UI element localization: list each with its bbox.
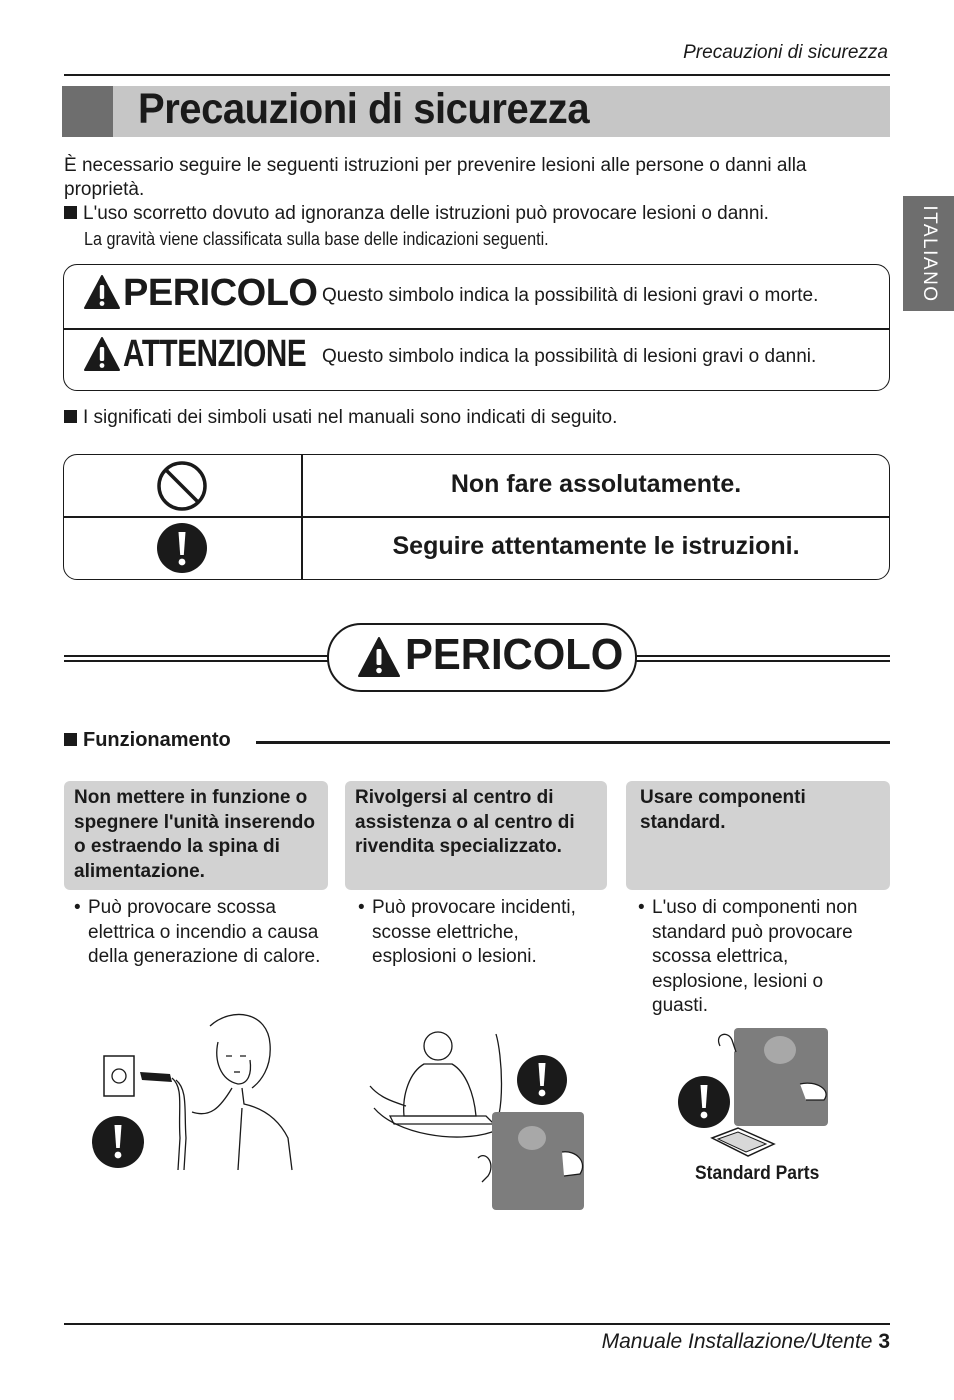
- level-label-pericolo: PERICOLO: [123, 272, 318, 314]
- note-misuse: [64, 203, 769, 225]
- mandatory-exclamation-icon: [156, 522, 208, 574]
- symbols-table-row-divider: [64, 516, 889, 518]
- illustration-service-center: [366, 1024, 596, 1214]
- section-title-text: Funzionamento: [83, 729, 231, 751]
- footer-rule: [64, 1323, 890, 1325]
- card-bullet-2: • Può provocare incidenti, scosse elettriche, esplosioni o lesioni.: [358, 896, 603, 970]
- footer: [602, 1330, 890, 1354]
- symbol-meaning-mandatory: Seguire attentamente le istruzioni.: [392, 532, 800, 560]
- card-bullet-3: • L'uso di componenti non standard può provocare scossa elettrica, esplosione, lesioni o guasti.: [638, 896, 883, 1019]
- square-bullet-icon: [64, 410, 77, 423]
- card-bullet-3-text: L'uso di componenti non standard può provocare scossa elettrica, esplosione, lesioni o guasti.: [652, 897, 858, 1016]
- page-number: 3: [878, 1330, 890, 1353]
- intro-paragraph: È necessario seguire le seguenti istruzioni per prevenire lesioni alle persone o danni alla proprietà.: [64, 155, 807, 200]
- warning-triangle-icon: [83, 274, 121, 310]
- square-bullet-icon: [64, 206, 77, 219]
- prohibition-icon: [156, 460, 208, 512]
- card-heading-1: Non mettere in funzione o spegnere l'unità inserendo o estraendo la spina di alimentazione.: [64, 781, 328, 890]
- hazard-levels-divider: [64, 328, 889, 330]
- note-misuse-text: L'uso scorretto dovuto ad ignoranza delle istruzioni può provocare lesioni o danni.: [83, 203, 769, 224]
- card-heading-2: Rivolgersi al centro di assistenza o al centro di rivendita specializzato.: [345, 781, 607, 890]
- running-header: Precauzioni di sicurezza: [683, 42, 888, 63]
- language-tab: [903, 196, 954, 311]
- level-label-attenzione: ATTENZIONE: [123, 333, 307, 375]
- symbols-note-text: I significati dei simboli usati nel manuali sono indicati di seguito.: [83, 407, 618, 428]
- banner-rule-left: [64, 655, 328, 662]
- banner-rule-right: [636, 655, 890, 662]
- symbol-meaning-prohibition: Non fare assolutamente.: [450, 470, 742, 498]
- illustration-caption: Standard Parts: [695, 1163, 820, 1184]
- warning-triangle-icon: [83, 336, 121, 372]
- square-bullet-icon: [64, 733, 77, 746]
- illustration-standard-parts: [676, 1028, 836, 1160]
- card-bullet-1: • Può provocare scossa elettrica o incendio a causa della generazione di calore.: [74, 896, 324, 970]
- section-rule: [256, 741, 890, 744]
- card-bullet-1-text: Può provocare scossa elettrica o incendio a causa della generazione di calore.: [88, 897, 321, 967]
- section-title: [64, 729, 235, 752]
- card-heading-3: Usare componenti standard.: [626, 781, 890, 890]
- danger-banner-label: PERICOLO: [405, 630, 624, 679]
- page-title: Precauzioni di sicurezza: [138, 85, 590, 133]
- footer-text: Manuale Installazione/Utente: [601, 1330, 873, 1353]
- title-accent-block: [62, 86, 113, 137]
- level-desc-pericolo: Questo simbolo indica la possibilità di lesioni gravi o morte.: [322, 285, 819, 306]
- language-tab-label: ITALIANO: [918, 204, 940, 303]
- note-severity: La gravità viene classificata sulla base delle indicazioni seguenti.: [84, 229, 549, 249]
- level-desc-attenzione: Questo simbolo indica la possibilità di lesioni gravi o danni.: [322, 346, 817, 367]
- symbols-note: [64, 407, 617, 429]
- header-rule: [64, 74, 890, 76]
- card-bullet-2-text: Può provocare incidenti, scosse elettriche, esplosioni o lesioni.: [372, 897, 576, 967]
- warning-triangle-icon: [357, 636, 401, 678]
- illustration-unplugging: [92, 1008, 302, 1178]
